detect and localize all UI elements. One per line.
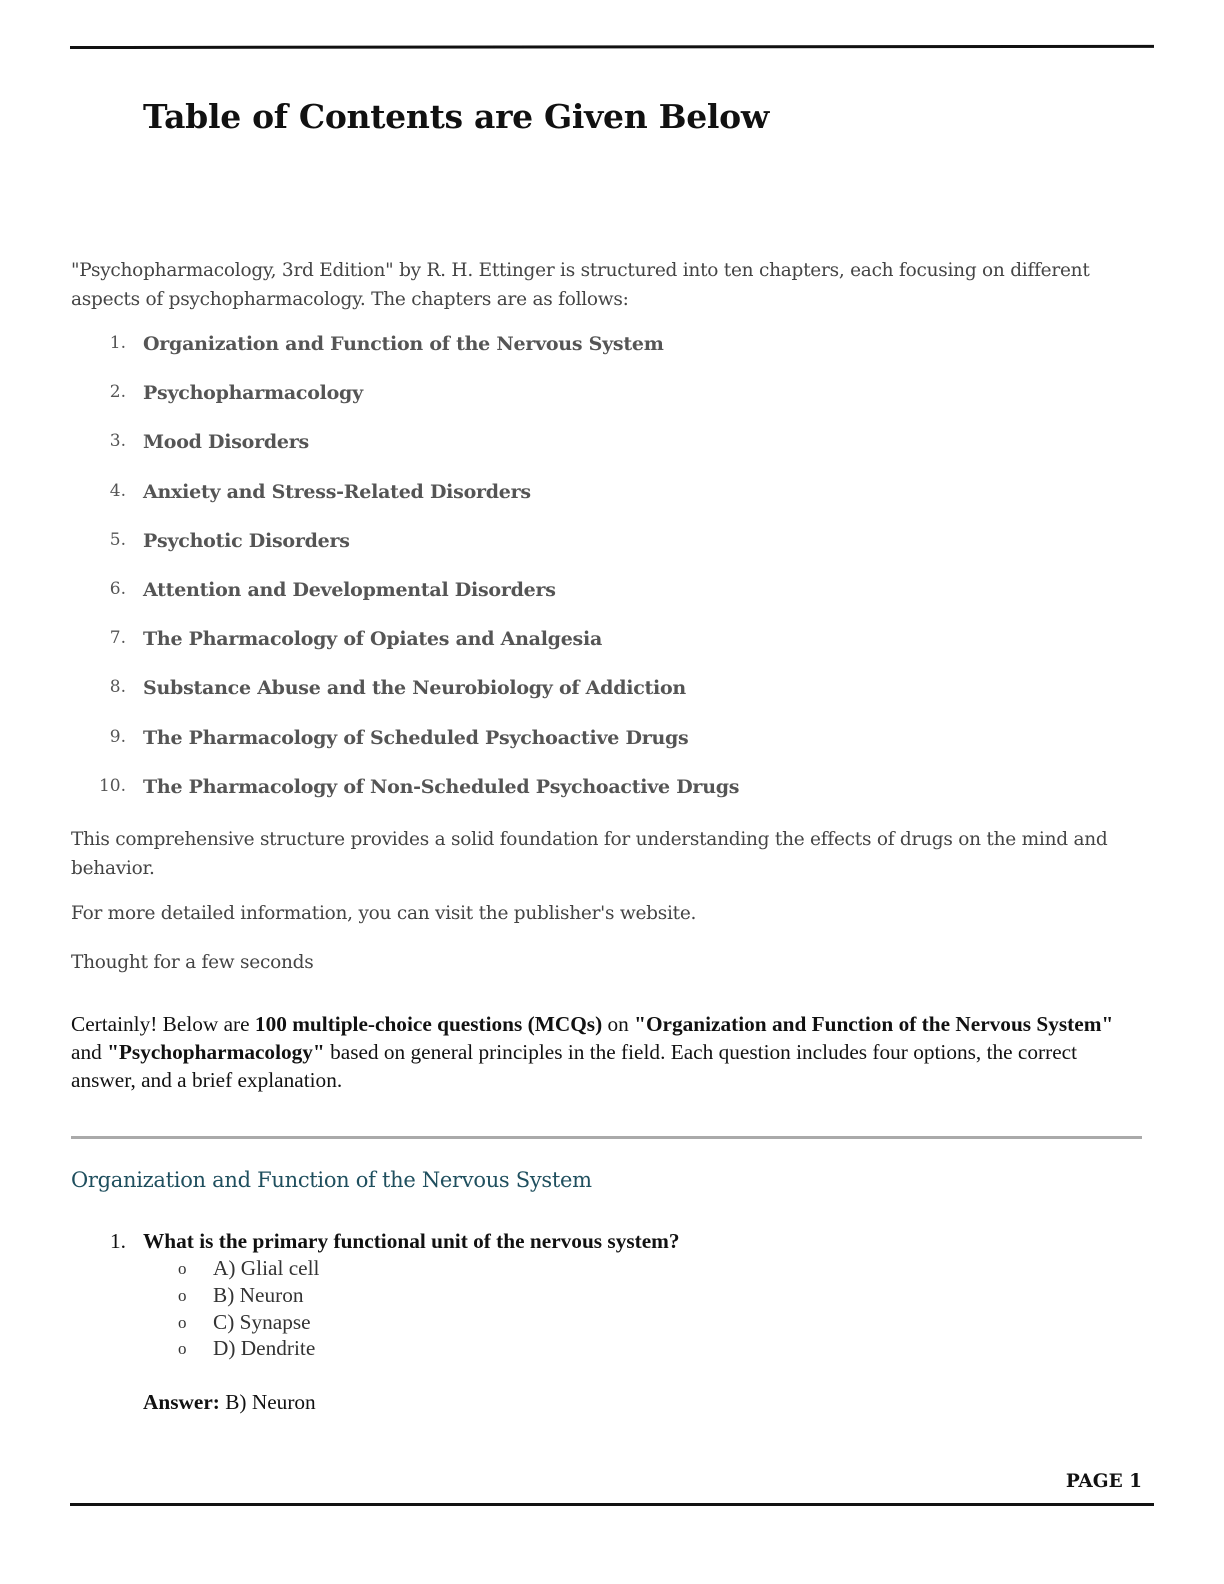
chapter-title: Psychotic Disorders [143, 529, 350, 552]
more-info-paragraph: For more detailed information, you can visit the publisher's website. [71, 903, 697, 924]
structure-paragraph: This comprehensive structure provides a solid foundation for understanding the effects of drugs on the mind and behavior. [71, 829, 1108, 879]
chapter-title: Substance Abuse and the Neurobiology of Addiction [143, 677, 686, 700]
thought-note: Thought for a few seconds [71, 952, 314, 973]
option-label: B) Neuron [213, 1282, 304, 1307]
chapter-number: 8. [109, 677, 126, 698]
option-label: C) Synapse [213, 1309, 311, 1334]
bold-run: 100 multiple-choice questions (MCQs) [254, 1012, 603, 1036]
text-run: Certainly! Below are [71, 1012, 255, 1036]
chapter-title: Organization and Function of the Nervous System [143, 333, 664, 355]
chapter-title: Attention and Developmental Disorders [143, 578, 556, 601]
bullet-icon: o [178, 1285, 187, 1305]
footer-rule [70, 1503, 1154, 1506]
header-rule [70, 45, 1154, 49]
chapter-number: 4. [109, 480, 126, 501]
bold-run: "Organization and Function of the Nervous System" [634, 1012, 1114, 1036]
text-run: based on general principles in the field. Each question includes four options, the correct answer, and a brief explanation. [71, 1040, 1078, 1092]
chapter-number: 3. [109, 431, 126, 452]
question-number: 1. [110, 1229, 126, 1253]
bullet-icon: o [178, 1339, 187, 1359]
chapter-number: 6. [109, 578, 126, 599]
answer-line [143, 1390, 316, 1415]
horizontal-divider [71, 1136, 1142, 1139]
chapter-title: Anxiety and Stress-Related Disorders [143, 480, 531, 503]
chapter-title: The Pharmacology of Opiates and Analgesia [143, 628, 603, 651]
chapter-number: 2. [109, 382, 126, 403]
intro-paragraph: "Psychopharmacology, 3rd Edition" by R. H. Ettinger is structured into ten chapters, each focusing on different aspects of psychopharmacology. The chapters are as follows: [71, 260, 1090, 310]
chapter-title: The Pharmacology of Non-Scheduled Psychoactive Drugs [143, 775, 740, 798]
section-heading: Organization and Function of the Nervous System [71, 1168, 592, 1192]
text-run: and [71, 1040, 108, 1064]
chapter-title: Mood Disorders [143, 431, 309, 454]
chapter-number: 7. [109, 628, 126, 649]
answer-value: B) Neuron [219, 1390, 316, 1414]
option-label: A) Glial cell [213, 1256, 320, 1280]
question-text: What is the primary functional unit of the nervous system? [143, 1229, 680, 1253]
bullet-icon: o [178, 1312, 187, 1332]
bullet-icon: o [178, 1259, 187, 1278]
mcq-intro-paragraph [71, 1010, 1146, 1094]
chapter-number: 9. [109, 726, 126, 747]
chapter-title: The Pharmacology of Scheduled Psychoactive Drugs [143, 726, 689, 749]
chapter-number: 10. [98, 775, 126, 796]
option-label: D) Dendrite [213, 1336, 316, 1361]
chapter-title: Psychopharmacology [143, 382, 363, 405]
page-title: Table of Contents are Given Below [143, 97, 769, 136]
chapter-number: 5. [109, 529, 126, 550]
text-run: on [602, 1012, 635, 1036]
answer-label: Answer: [143, 1390, 220, 1414]
chapter-number: 1. [109, 333, 126, 353]
page-number: PAGE 1 [1065, 1471, 1142, 1492]
bold-run: "Psychopharmacology" [107, 1040, 325, 1064]
